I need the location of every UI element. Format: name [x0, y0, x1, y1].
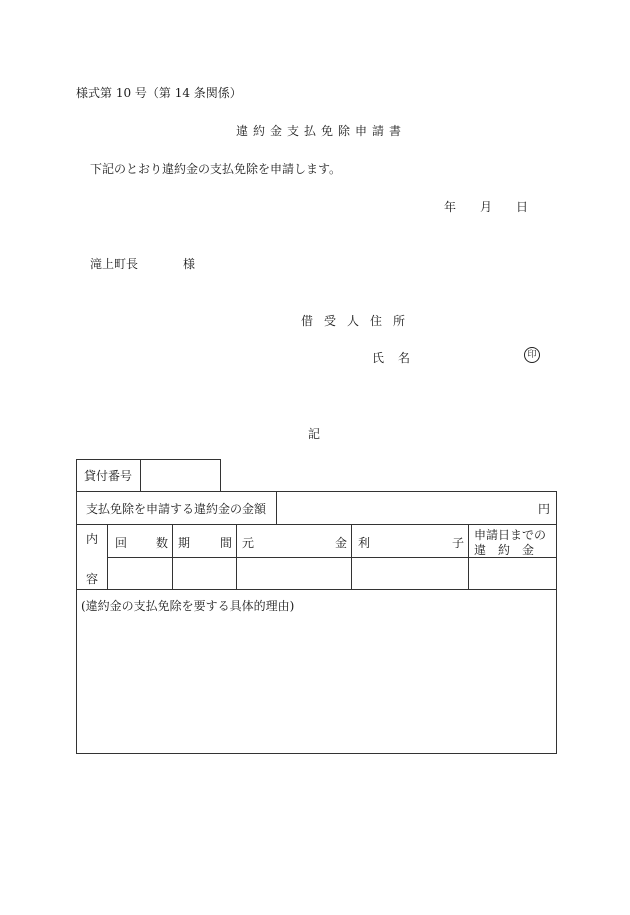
column-penalty-line1: 申請日までの: [474, 528, 547, 542]
date-year: 年: [444, 200, 457, 214]
form-number: 様式第 10 号（第 14 条関係）: [76, 86, 242, 100]
details-label-bottom: 容: [86, 572, 99, 586]
table-line: [107, 524, 108, 589]
column-period-left: 期: [178, 536, 191, 550]
amount-unit: 円: [538, 502, 551, 516]
seal-mark: 印: [524, 347, 540, 363]
table-line: [76, 459, 220, 460]
intro-text: 下記のとおり違約金の支払免除を申請します。: [90, 162, 342, 176]
table-line: [276, 491, 277, 524]
table-line: [468, 524, 469, 589]
table-line: [556, 491, 557, 754]
table-line: [76, 491, 556, 492]
addressee-honorific: 様: [183, 257, 196, 271]
table-line: [76, 524, 556, 525]
table-line: [76, 589, 556, 590]
reason-label: (違約金の支払免除を要する具体的理由): [81, 599, 295, 613]
table-line: [236, 524, 237, 589]
table-line: [351, 524, 352, 589]
column-principal-right: 金: [335, 536, 348, 550]
table-line: [220, 459, 221, 491]
column-count-left: 回: [115, 536, 128, 550]
column-interest-right: 子: [452, 536, 465, 550]
loan-number-value[interactable]: [142, 461, 219, 490]
addressee-name: 滝上町長: [90, 257, 139, 271]
table-line: [140, 459, 141, 491]
column-penalty-line2: 違 約 金: [474, 543, 535, 557]
table-line: [76, 753, 557, 754]
document-title: 違約金支払免除申請書: [236, 124, 407, 138]
column-interest-left: 利: [358, 536, 371, 550]
applicant-address-label: 借受人住所: [301, 314, 417, 328]
details-label-top: 内: [86, 532, 99, 546]
column-count-right: 数: [156, 536, 169, 550]
loan-number-label: 貸付番号: [84, 469, 133, 483]
column-principal-left: 元: [242, 536, 255, 550]
note-heading: 記: [308, 427, 321, 441]
table-line: [172, 524, 173, 589]
date-day: 日: [516, 200, 529, 214]
column-period-right: 間: [220, 536, 233, 550]
applicant-name-label: 氏名: [372, 351, 425, 365]
date-month: 月: [480, 200, 493, 214]
table-line: [76, 459, 77, 753]
amount-label: 支払免除を申請する違約金の金額: [86, 502, 267, 516]
